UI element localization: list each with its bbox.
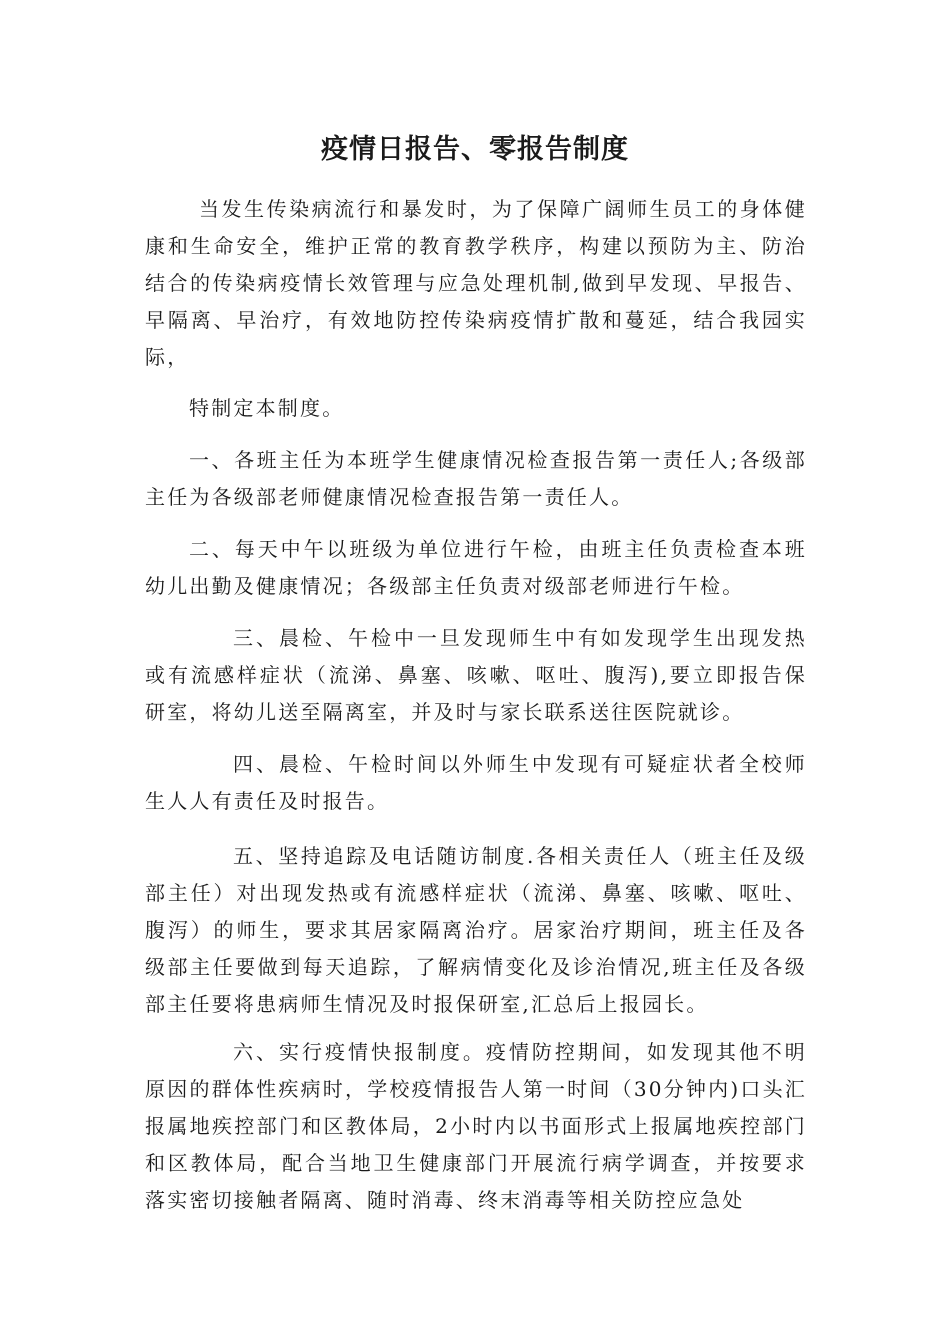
paragraph-intro: 当发生传染病流行和暴发时，为了保障广阔师生员工的身体健康和生命安全，维护正常的教育教学秩序，构建以预防为主、防治结合的传染病疫情长效管理与应急处理机制,做到早发现、早报告、早隔离、早治疗，有效地防控传染病疫情扩散和蔓延，结合我园实际，	[145, 197, 807, 369]
paragraph-rule-2: 二、每天中午以班级为单位进行午检，由班主任负责检查本班幼儿出勤及健康情况；各级部主任负责对级部老师进行午检。	[145, 537, 807, 598]
paragraph-rule-4: 四、晨检、午检时间以外师生中发现有可疑症状者全校师生人人有责任及时报告。	[145, 752, 807, 813]
paragraph-rule-6: 六、实行疫情快报制度。疫情防控期间，如发现其他不明原因的群体性疾病时，学校疫情报告人第一时间（30分钟内)口头汇报属地疾控部门和区教体局，2小时内以书面形式上报属地疾控部门和区教体局，配合当地卫生健康部门开展流行病学调查，并按要求落实密切接触者隔离、随时消毒、终末消毒等相关防控应急处	[145, 1040, 807, 1212]
paragraph-formulation: 特制定本制度。	[189, 396, 345, 420]
paragraph-rule-3: 三、晨检、午检中一旦发现师生中有如发现学生出现发热或有流感样症状（流涕、鼻塞、咳嗽、呕吐、腹泻),要立即报告保研室，将幼儿送至隔离室，并及时与家长联系送往医院就诊。	[145, 626, 807, 724]
document-title: 疫情日报告、零报告制度	[321, 134, 629, 165]
paragraph-rule-5: 五、坚持追踪及电话随访制度.各相关责任人（班主任及级部主任）对出现发热或有流感样症状（流涕、鼻塞、咳嗽、呕吐、腹泻）的师生，要求其居家隔离治疗。居家治疗期间，班主任及各级部主任要做到每天追踪，了解病情变化及诊治情况,班主任及各级部主任要将患病师生情况及时报保研室,汇总后上报园长。	[145, 844, 807, 1016]
paragraph-rule-1: 一、各班主任为本班学生健康情况检查报告第一责任人;各级部主任为各级部老师健康情况检查报告第一责任人。	[145, 448, 807, 509]
